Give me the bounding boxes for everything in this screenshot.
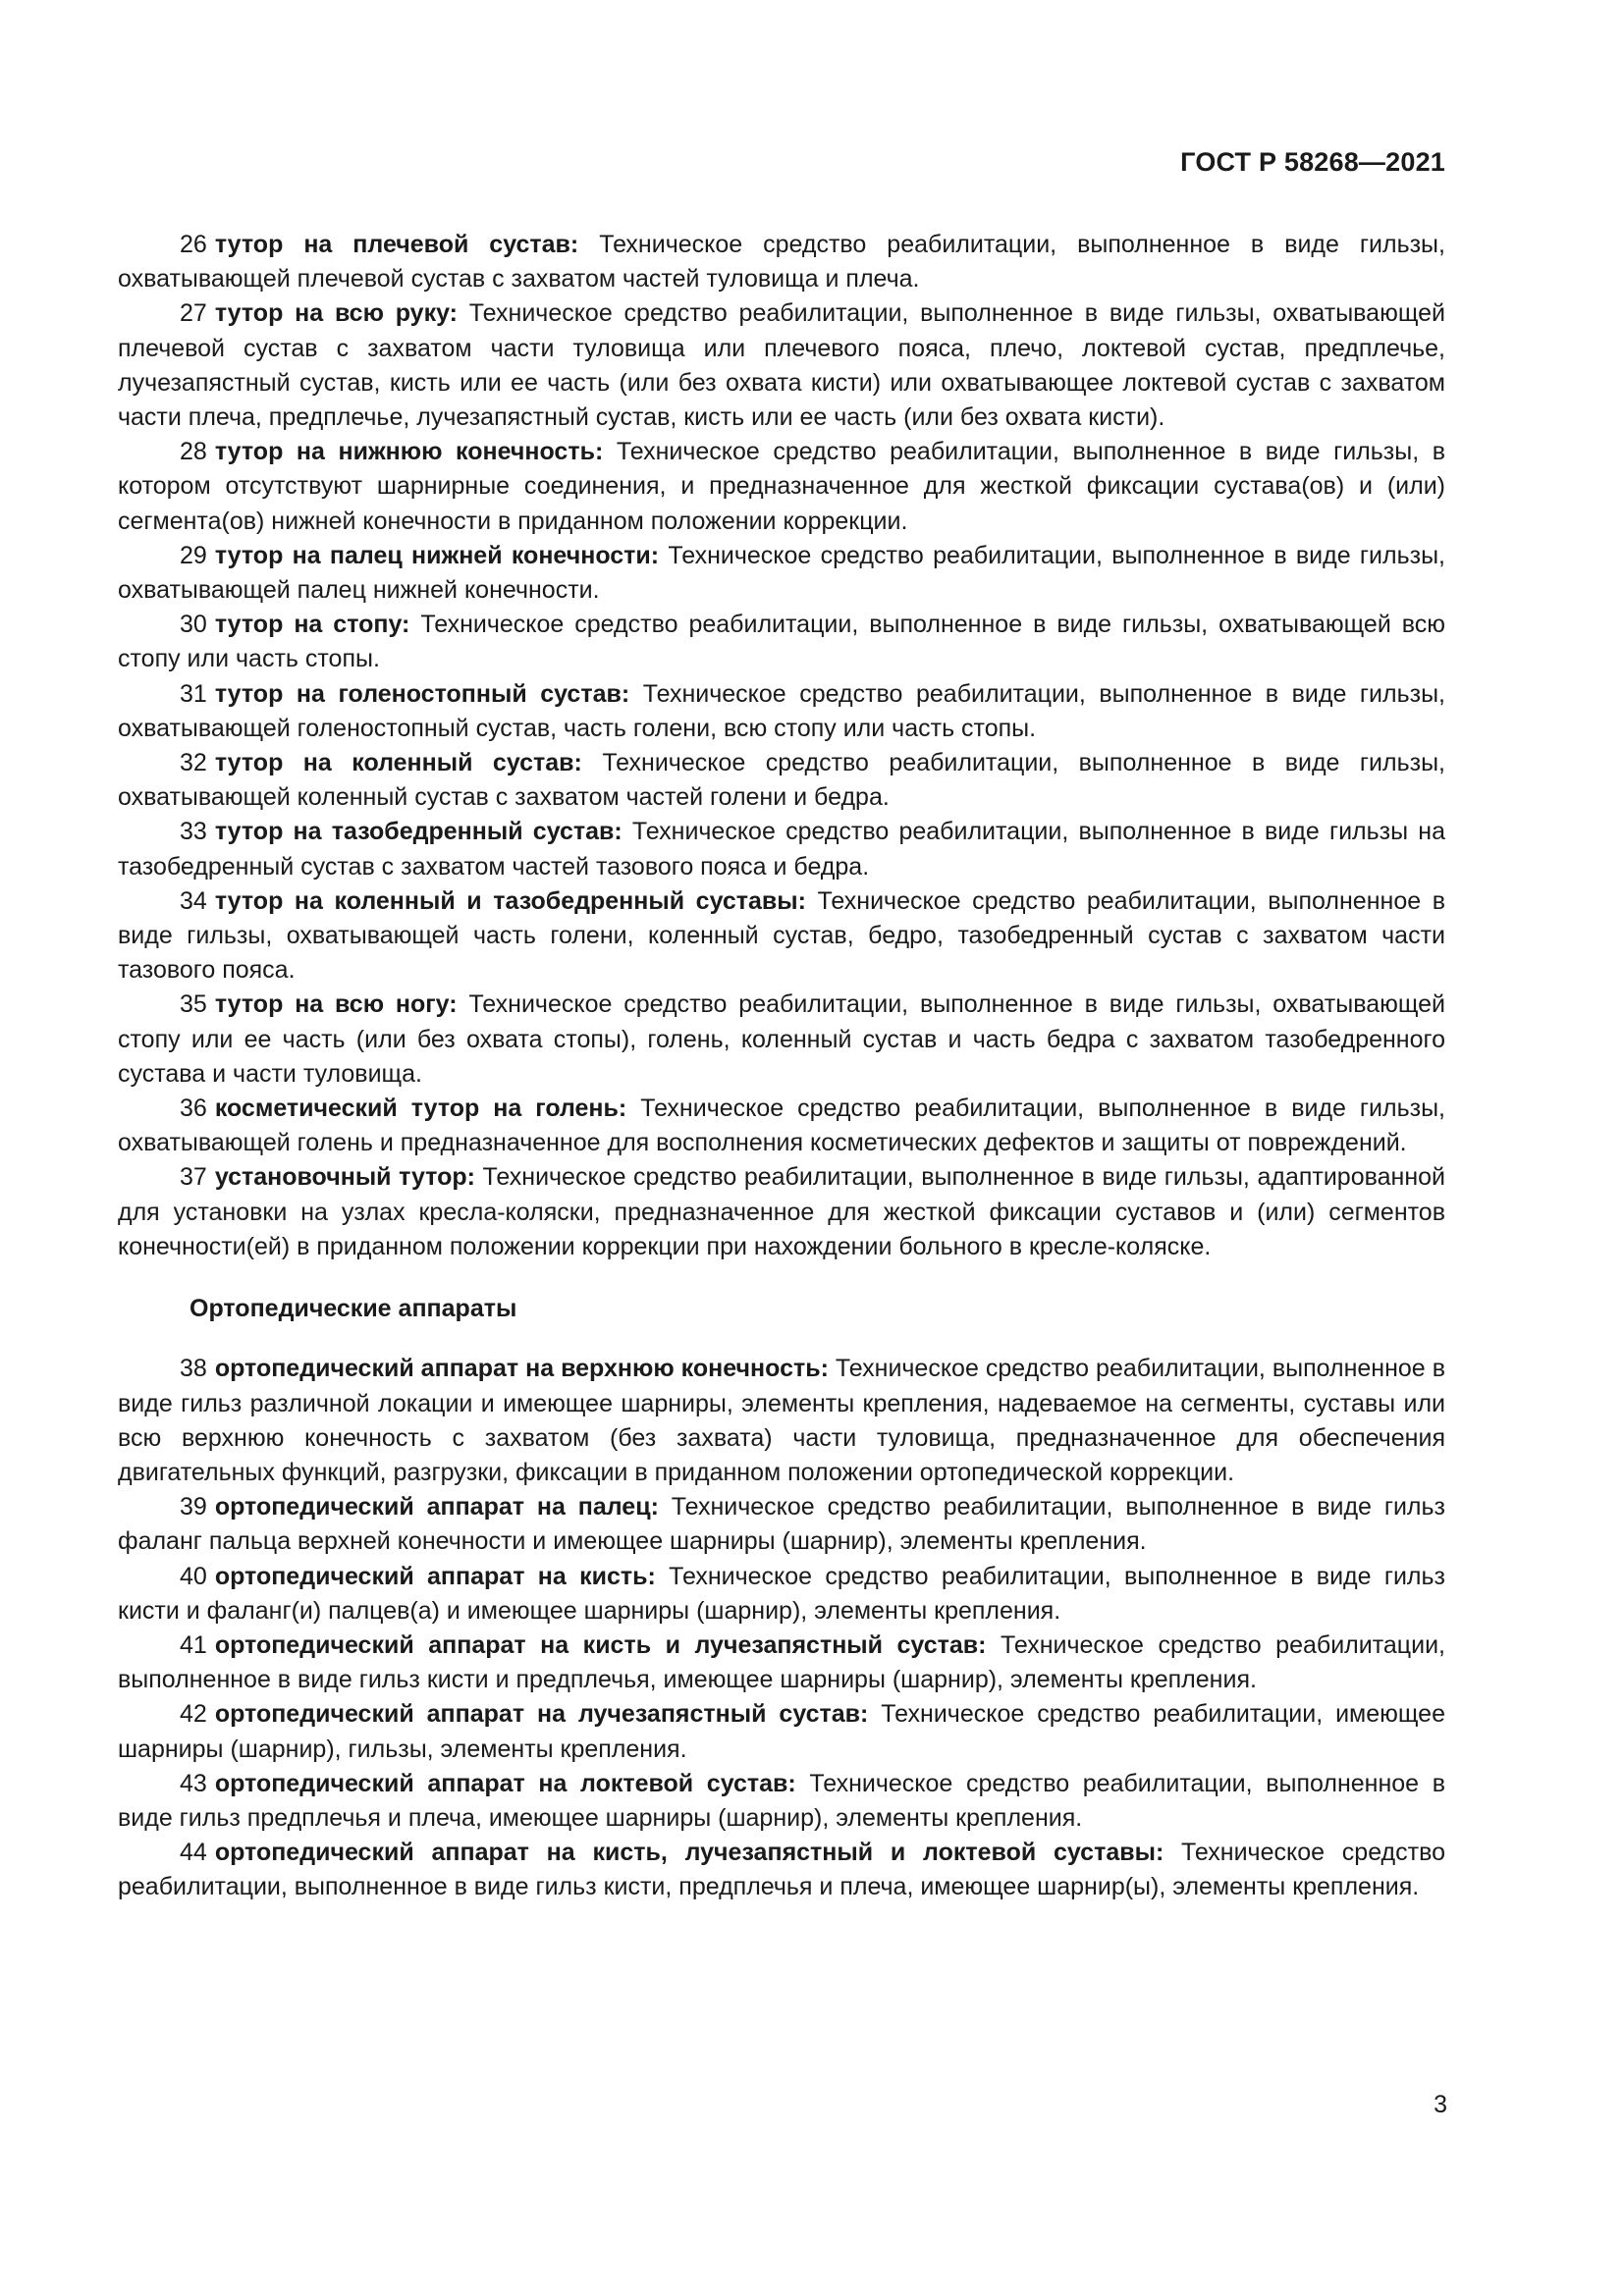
- entry-number: 39: [180, 1493, 207, 1522]
- entry-term: ортопедический аппарат на кисть:: [214, 1562, 656, 1590]
- term-entry-29: [118, 539, 1445, 608]
- entry-number: 31: [180, 679, 207, 708]
- term-entry-35: [118, 988, 1445, 1092]
- term-entry-33: [118, 815, 1445, 883]
- entry-term: тутор на тазобедренный сустав:: [214, 818, 623, 846]
- term-entry-32: [118, 746, 1445, 815]
- term-entry-36: [118, 1092, 1445, 1160]
- section-heading: Ортопедические аппараты: [189, 1295, 517, 1323]
- term-entry-44: [118, 1836, 1445, 1904]
- entry-number: 42: [180, 1700, 207, 1729]
- entry-number: 44: [180, 1839, 207, 1867]
- entry-definition: Техническое средство реабилитации, выполненное в виде гильзы, охватывающей плечевой сустав с захватом частей туловища и плеча.: [118, 231, 1445, 294]
- entry-term: тутор на стопу:: [214, 611, 410, 639]
- entry-definition: Техническое средство реабилитации, выполненное в виде гильзы, охватывающей голень и предназначенное для восполнения косметических дефектов и защиты от повреждений.: [118, 1095, 1445, 1157]
- entry-term: тутор на голеностопный сустав:: [214, 679, 630, 708]
- entry-definition: Техническое средство реабилитации, выполненное в виде гильзы, в котором отсутствуют шарнирные соединения, и предназначенное для жесткой фиксации сустава(ов) и (или) сегмента(ов) нижней конечности в приданном положении коррекции.: [118, 438, 1445, 535]
- entry-term: ортопедический аппарат на локтевой сустав:: [214, 1769, 796, 1797]
- entry-number: 41: [180, 1630, 207, 1659]
- entry-definition: Техническое средство реабилитации, выполненное в виде гильз фаланг пальца верхней конечности и имеющее шарниры (шарнир), элементы крепления.: [118, 1493, 1445, 1556]
- entry-definition: Техническое средство реабилитации, выполненное в виде гильзы, охватывающей всю стопу или часть стопы.: [118, 611, 1446, 673]
- entry-number: 43: [180, 1769, 207, 1797]
- entry-term: тутор на всю руку:: [214, 299, 458, 328]
- term-entry-42: [118, 1697, 1445, 1766]
- entry-term: тутор на палец нижней конечности:: [214, 541, 660, 569]
- entry-definition: Техническое средство реабилитации, выполненное в виде гильзы, охватывающей часть голени, коленный сустав, бедро, тазобедренный сустав с захватом части тазового пояса.: [118, 886, 1445, 985]
- entry-definition: Техническое средство реабилитации, выполненное в виде гильзы, адаптированной для установки на узлах кресла-коляски, предназначенное для жесткой фиксации суставов и (или) сегментов конечности(ей) в приданном положении коррекции при нахождении больного в кресле-коляске.: [118, 1163, 1445, 1260]
- term-entry-37: [118, 1160, 1445, 1264]
- entry-definition: Техническое средство реабилитации, имеющее шарниры (шарнир), гильзы, элементы крепления.: [118, 1700, 1445, 1763]
- term-entry-41: [118, 1629, 1445, 1697]
- entry-term: ортопедический аппарат на палец:: [214, 1493, 659, 1522]
- entry-number: 29: [180, 541, 207, 569]
- term-entry-28: [118, 435, 1445, 539]
- entry-number: 30: [180, 611, 207, 639]
- entry-number: 35: [180, 990, 207, 1019]
- entry-term: ортопедический аппарат на верхнюю конечность:: [214, 1355, 829, 1383]
- entry-term: тутор на коленный и тазобедренный суставы:: [214, 886, 806, 915]
- entry-term: ортопедический аппарат на кисть, лучезапястный и локтевой суставы:: [214, 1839, 1164, 1867]
- entry-number: 28: [180, 438, 207, 466]
- entry-number: 34: [180, 886, 207, 915]
- entry-definition: Техническое средство реабилитации, выполненное в виде гильзы, охватывающей плечевой сустав с захватом части туловища или плечевого пояса, плечо, локтевой сустав, предплечье, лучезапястный сустав, кисть или ее часть (или без охвата кисти) или охватывающее локтевой сустав с захватом части плеча, предплечье, лучезапястный сустав, кисть или ее часть (или без охвата кисти).: [118, 299, 1445, 432]
- term-entry-26: [118, 228, 1445, 296]
- entry-number: 40: [180, 1562, 207, 1590]
- entry-definition: Техническое средство реабилитации, выполненное в виде гильзы, охватывающей коленный сустав с захватом частей голени и бедра.: [118, 749, 1445, 812]
- entry-number: 26: [180, 231, 207, 258]
- entry-definition: Техническое средство реабилитации, выполненное в виде гильзы на тазобедренный сустав с захватом частей тазового пояса и бедра.: [118, 818, 1445, 881]
- entry-definition: Техническое средство реабилитации, выполненное в виде гильз различной локации и имеющее шарниры, элементы крепления, надеваемое на сегменты, суставы или всю верхнюю конечность с захватом (без захвата) части туловища, предназначенное для обеспечения двигательных функций, разгрузки, фиксации в приданном положении ортопедической коррекции.: [118, 1355, 1445, 1486]
- entry-term: установочный тутор:: [214, 1163, 475, 1192]
- entry-definition: Техническое средство реабилитации, выполненное в виде гильзы, охватывающей голеностопный сустав, часть голени, всю стопу или часть стопы.: [118, 679, 1445, 742]
- entry-term: тутор на нижнюю конечность:: [214, 438, 604, 466]
- entry-number: 27: [180, 299, 207, 328]
- entry-definition: Техническое средство реабилитации, выполненное в виде гильз кисти и фаланг(и) палцев(а) и имеющее шарниры (шарнир), элементы крепления.: [118, 1562, 1445, 1625]
- term-entry-31: [118, 677, 1445, 746]
- entry-term: косметический тутор на голень:: [214, 1095, 627, 1123]
- entry-term: тутор на коленный сустав:: [214, 749, 582, 777]
- entry-definition: Техническое средство реабилитации, выполненное в виде гильзы, охватывающей палец нижней конечности.: [118, 541, 1445, 605]
- entry-term: ортопедический аппарат на лучезапястный сустав:: [214, 1700, 869, 1729]
- entry-definition: Техническое средство реабилитации, выполненное в виде гильз предплечья и плеча, имеющее шарниры (шарнир), элементы крепления.: [118, 1769, 1445, 1832]
- standard-header: ГОСТ Р 58268—2021: [1180, 147, 1445, 177]
- entry-number: 36: [180, 1095, 207, 1123]
- entry-number: 38: [180, 1355, 207, 1383]
- entry-definition: Техническое средство реабилитации, выполненное в виде гильз кисти, предплечья и плеча, имеющее шарнир(ы), элементы крепления.: [118, 1839, 1445, 1901]
- page-number: 3: [1434, 2091, 1447, 2118]
- document-body: [118, 228, 1445, 1905]
- entry-definition: Техническое средство реабилитации, выполненное в виде гильз кисти и предплечья, имеющее шарниры (шарнир), элементы крепления.: [118, 1630, 1445, 1694]
- term-entry-34: [118, 884, 1445, 988]
- term-entry-39: [118, 1490, 1445, 1559]
- term-entry-40: [118, 1560, 1445, 1629]
- term-entry-27: [118, 296, 1445, 435]
- entry-number: 33: [180, 818, 207, 846]
- entry-term: ортопедический аппарат на кисть и лучезапястный сустав:: [214, 1630, 987, 1659]
- entry-definition: Техническое средство реабилитации, выполненное в виде гильзы, охватывающей стопу или ее часть (или без охвата стопы), голень, коленный сустав и часть бедра с захватом тазобедренного сустава и части туловища.: [118, 990, 1446, 1088]
- entry-number: 37: [180, 1163, 207, 1192]
- term-entry-43: [118, 1767, 1445, 1836]
- term-entry-30: [118, 608, 1445, 676]
- entry-term: тутор на плечевой сустав:: [214, 231, 579, 258]
- term-entry-38: [118, 1352, 1445, 1490]
- entry-term: тутор на всю ногу:: [214, 990, 458, 1019]
- entry-number: 32: [180, 749, 207, 777]
